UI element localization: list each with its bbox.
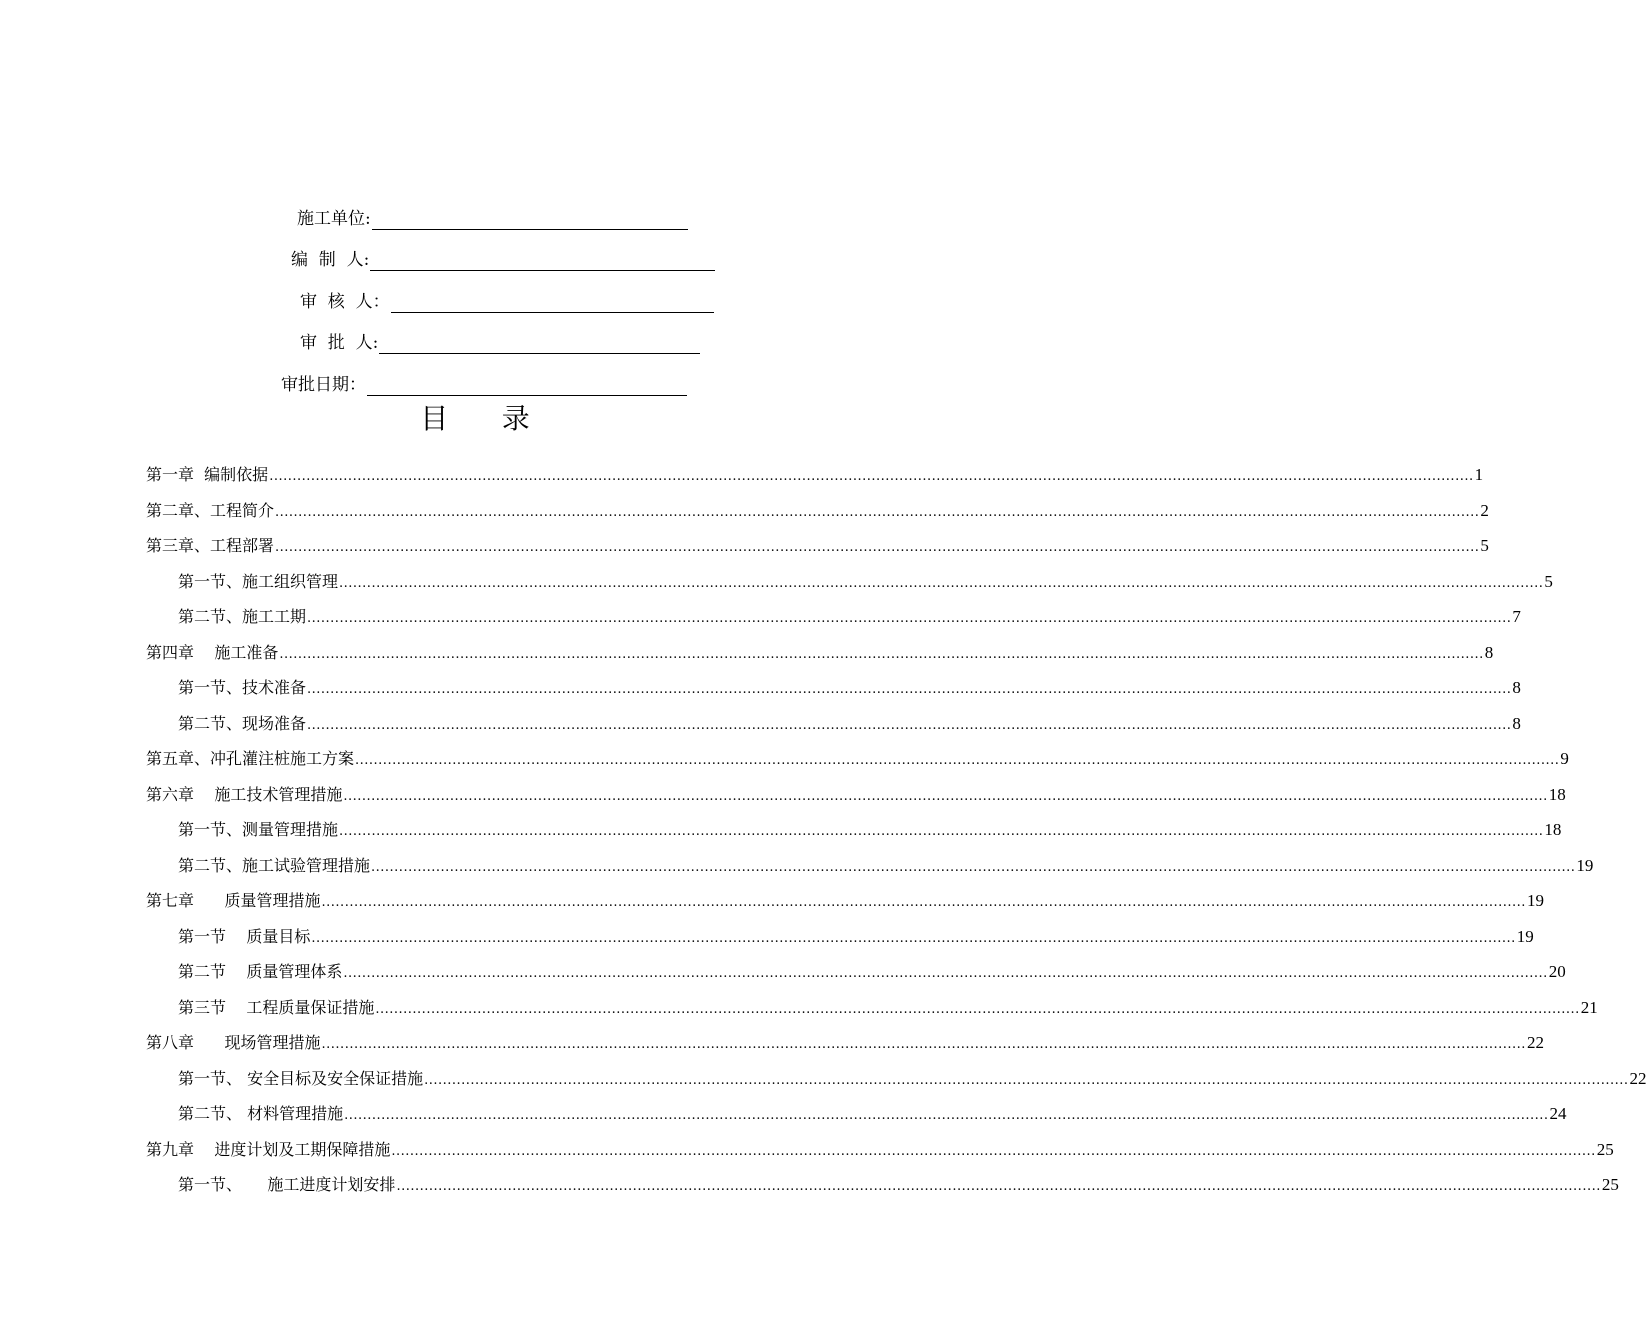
toc-entry-page: 8 — [1512, 678, 1521, 697]
toc-title — [0, 402, 950, 436]
toc-dot-leader: .................................................................................................................................................................................................................................................................... — [375, 1001, 1580, 1017]
toc-title-right: 录 — [501, 402, 530, 435]
toc-entry-label: 第二章、工程简介 — [146, 500, 275, 520]
toc-entry-page: 7 — [1512, 607, 1521, 626]
toc-dot-leader: .................................................................................................................................................................................................................................................................... — [275, 540, 1480, 555]
toc-dot-leader: .................................................................................................................................................................................................................................................................... — [371, 859, 1576, 875]
toc-entry-page: 19 — [1526, 891, 1544, 910]
toc-entry-label: 第六章 施工技术管理措施 — [146, 784, 343, 804]
toc-entry-page: 25 — [1601, 1175, 1619, 1194]
toc-section-entry[interactable] — [146, 1067, 1647, 1103]
toc-chapter-entry[interactable] — [146, 499, 1489, 535]
toc-entry-label: 第二节、施工试验管理措施 — [178, 855, 371, 875]
toc-section-entry[interactable] — [146, 925, 1534, 961]
toc-dot-leader: .................................................................................................................................................................................................................................................................... — [343, 788, 1548, 804]
toc-dot-leader: .................................................................................................................................................................................................................................................................... — [307, 611, 1512, 626]
toc-entry-page: 21 — [1580, 997, 1598, 1017]
signature-label: 审批日期： — [281, 375, 366, 395]
toc-section-entry[interactable] — [146, 854, 1594, 890]
toc-entry-label: 第一章 编制依据 — [146, 465, 269, 484]
signature-label: 编 制 人: — [291, 250, 370, 270]
signature-blank — [379, 335, 700, 354]
signature-label: 施工单位: — [297, 209, 371, 229]
toc-entry-page: 22 — [1629, 1068, 1647, 1088]
toc-entry-page: 2 — [1480, 500, 1489, 520]
toc-dot-leader: .................................................................................................................................................................................................................................................................... — [355, 753, 1560, 768]
toc-entry-page: 25 — [1596, 1139, 1614, 1159]
toc-section-entry[interactable] — [146, 605, 1521, 641]
toc-dot-leader: .................................................................................................................................................................................................................................................................... — [307, 682, 1512, 697]
toc-section-entry[interactable] — [146, 712, 1521, 748]
toc-title-left: 目 — [420, 402, 449, 435]
toc-section-entry[interactable] — [146, 1173, 1619, 1209]
toc-title-gap — [448, 402, 501, 435]
toc-chapter-entry[interactable] — [146, 463, 1484, 499]
signature-label: 审 核 人： — [300, 292, 390, 312]
toc-dot-leader: .................................................................................................................................................................................................................................................................... — [269, 469, 1474, 484]
toc-chapter-entry[interactable] — [146, 534, 1489, 570]
toc-section-entry[interactable] — [146, 960, 1566, 996]
toc-dot-leader: .................................................................................................................................................................................................................................................................... — [391, 1143, 1596, 1159]
toc-dot-leader: .................................................................................................................................................................................................................................................................... — [311, 930, 1516, 946]
signature-line-approval-date — [281, 374, 687, 396]
toc-entry-page: 8 — [1512, 713, 1521, 733]
toc-dot-leader: .................................................................................................................................................................................................................................................................... — [339, 575, 1544, 591]
toc-section-entry[interactable] — [146, 570, 1553, 606]
toc-chapter-entry[interactable] — [146, 889, 1544, 925]
signature-line-construction-unit — [297, 208, 688, 230]
toc-entry-label: 第七章 质量管理措施 — [146, 891, 321, 910]
toc-section-entry[interactable] — [146, 818, 1562, 854]
toc-entry-page: 1 — [1474, 465, 1484, 484]
signature-blank — [367, 377, 687, 396]
signature-blank — [370, 252, 715, 271]
toc-dot-leader: .................................................................................................................................................................................................................................................................... — [424, 1072, 1629, 1088]
toc-entry-label: 第五章、冲孔灌注桩施工方案 — [146, 749, 355, 768]
toc-dot-leader: .................................................................................................................................................................................................................................................................... — [321, 1037, 1526, 1052]
toc-entry-label: 第二节、现场准备 — [178, 713, 307, 733]
toc-dot-leader: .................................................................................................................................................................................................................................................................... — [321, 895, 1526, 910]
toc-entry-label: 第三节 工程质量保证措施 — [178, 997, 375, 1017]
toc-entry-page: 18 — [1544, 820, 1562, 839]
toc-entry-page: 5 — [1544, 571, 1553, 591]
toc-entry-label: 第一节、技术准备 — [178, 678, 307, 697]
toc-entry-label: 第二节、施工工期 — [178, 607, 307, 626]
toc-entry-label: 第一节、 安全目标及安全保证措施 — [178, 1068, 424, 1088]
toc-entry-page: 19 — [1516, 926, 1534, 946]
toc-section-entry[interactable] — [146, 1102, 1567, 1138]
toc-entry-label: 第一节、测量管理措施 — [178, 820, 339, 839]
toc-entry-page: 5 — [1480, 536, 1489, 555]
table-of-contents — [146, 463, 1647, 1209]
toc-entry-page: 19 — [1576, 855, 1594, 875]
toc-entry-label: 第一节 质量目标 — [178, 926, 311, 946]
toc-entry-page: 9 — [1560, 749, 1569, 768]
toc-entry-label: 第二节 质量管理体系 — [178, 962, 343, 981]
toc-entry-label: 第一节、 施工进度计划安排 — [178, 1175, 396, 1194]
toc-dot-leader: .................................................................................................................................................................................................................................................................... — [275, 504, 1480, 520]
toc-dot-leader: .................................................................................................................................................................................................................................................................... — [339, 824, 1544, 839]
toc-chapter-entry[interactable] — [146, 641, 1494, 677]
toc-chapter-entry[interactable] — [146, 1138, 1614, 1174]
toc-entry-page: 20 — [1548, 962, 1566, 981]
toc-entry-page: 18 — [1548, 784, 1566, 804]
toc-entry-label: 第一节、施工组织管理 — [178, 571, 339, 591]
signature-blank — [391, 294, 714, 313]
toc-dot-leader: .................................................................................................................................................................................................................................................................... — [307, 717, 1512, 733]
toc-entry-page: 22 — [1526, 1033, 1544, 1052]
toc-entry-label: 第二节、 材料管理措施 — [178, 1104, 344, 1123]
toc-entry-page: 8 — [1484, 642, 1494, 662]
toc-dot-leader: .................................................................................................................................................................................................................................................................... — [343, 966, 1548, 981]
toc-chapter-entry[interactable] — [146, 747, 1569, 783]
toc-entry-page: 24 — [1549, 1104, 1567, 1123]
toc-section-entry[interactable] — [146, 996, 1598, 1032]
toc-chapter-entry[interactable] — [146, 1031, 1544, 1067]
signature-label: 审 批 人: — [300, 333, 379, 353]
toc-chapter-entry[interactable] — [146, 783, 1566, 819]
toc-entry-label: 第九章 进度计划及工期保障措施 — [146, 1139, 391, 1159]
toc-section-entry[interactable] — [146, 676, 1521, 712]
signature-blank — [372, 211, 688, 230]
toc-dot-leader: .................................................................................................................................................................................................................................................................... — [396, 1179, 1601, 1194]
toc-entry-label: 第三章、工程部署 — [146, 536, 275, 555]
signature-line-compiler — [291, 249, 715, 271]
toc-entry-label: 第四章 施工准备 — [146, 642, 279, 662]
toc-entry-label: 第八章 现场管理措施 — [146, 1033, 321, 1052]
signature-line-approver — [300, 332, 700, 354]
toc-dot-leader: .................................................................................................................................................................................................................................................................... — [279, 646, 1484, 662]
toc-dot-leader: .................................................................................................................................................................................................................................................................... — [344, 1108, 1549, 1123]
signature-line-reviewer — [300, 291, 714, 313]
